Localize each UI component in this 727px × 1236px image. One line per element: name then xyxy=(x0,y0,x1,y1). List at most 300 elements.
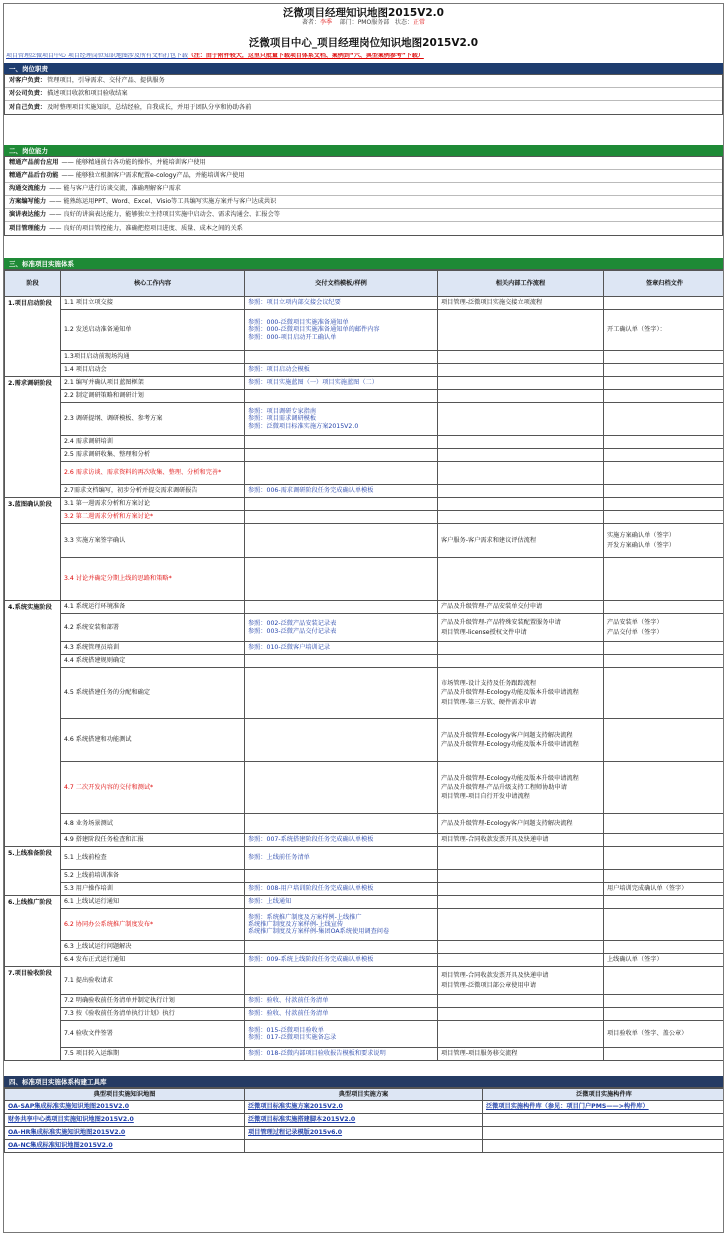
toolkit-row xyxy=(5,1114,725,1127)
responsibility-list xyxy=(4,75,723,115)
table-row xyxy=(5,967,725,995)
sign-cell xyxy=(604,909,725,941)
doc-cell xyxy=(245,403,438,436)
flow-cell xyxy=(438,1008,604,1021)
table-row xyxy=(5,310,725,351)
toolkit-link[interactable] xyxy=(483,1114,725,1127)
flow-cell xyxy=(438,601,604,614)
toolkit-link[interactable]: 项目管理过程记录模版2015v6.0 xyxy=(245,1127,483,1140)
doc-item[interactable]: 参照：项目调研专家指南 xyxy=(248,408,317,416)
table-row xyxy=(5,896,725,909)
col-sign: 签章归档文件 xyxy=(604,271,725,297)
sign-item: 用户培训完成确认单（签字） xyxy=(607,885,688,893)
doc-cell xyxy=(245,814,438,834)
download-note[interactable]: （注：由于附件较大，这里只批量下载项目体系文档、案例到“六、典型案例参考”下载） xyxy=(187,53,424,59)
status-value: 正常 xyxy=(412,19,425,26)
task-cell: 6.3 上线试运行问题解决 xyxy=(61,941,245,954)
sign-cell xyxy=(604,883,725,896)
flow-cell xyxy=(438,883,604,896)
flow-item: 项目管理-项目服务移交流程 xyxy=(441,1050,518,1058)
sign-cell xyxy=(604,870,725,883)
doc-cell xyxy=(245,310,438,351)
flow-cell xyxy=(438,995,604,1008)
table-row xyxy=(5,834,725,847)
flow-item: 项目管理-第三方软、硬件需求申请 xyxy=(441,698,537,706)
row-label: 沟通交流能力 xyxy=(9,185,47,193)
sign-item: 上线确认单（签字） xyxy=(607,956,663,964)
task-cell: 2.3 调研提纲、调研模板、参考方案 xyxy=(61,403,245,436)
toolkit-table xyxy=(4,1088,724,1153)
flow-cell xyxy=(438,403,604,436)
doc-item[interactable]: 系统推广制度及方案样例-上线宣传 xyxy=(248,920,344,928)
doc-cell xyxy=(245,1008,438,1021)
doc-cell xyxy=(245,485,438,498)
row-label: 演讲表达能力 xyxy=(9,211,47,219)
flow-cell xyxy=(438,364,604,377)
sign-cell xyxy=(604,762,725,814)
doc-cell xyxy=(245,847,438,870)
phase-cell: 7.项目验收阶段 xyxy=(5,967,61,1061)
doc-cell xyxy=(245,558,438,601)
table-row xyxy=(5,364,725,377)
doc-cell xyxy=(245,436,438,449)
table-row xyxy=(5,995,725,1008)
sign-cell xyxy=(604,847,725,870)
download-all-link[interactable]: 项目管理泛微项目中心 项目经理岗位知识地图涉及所有文档打包下载 xyxy=(6,53,188,59)
flow-item: 项目管理-泛微项目实施交接立项流程 xyxy=(441,299,543,307)
sign-cell xyxy=(604,403,725,436)
doc-cell xyxy=(245,954,438,967)
doc-cell xyxy=(245,1021,438,1048)
table-row xyxy=(5,351,725,364)
phase-cell: 4.系统实施阶段 xyxy=(5,601,61,847)
row-text: —— 能够独立根据客户需求配置e-cology产品，并能培训客户使用 xyxy=(61,172,245,180)
toolkit-row xyxy=(5,1140,725,1153)
doc-cell xyxy=(245,462,438,485)
flow-cell xyxy=(438,1021,604,1048)
row-label: 精通产品前台应用 xyxy=(9,159,59,167)
doc-cell xyxy=(245,390,438,403)
responsibility-row xyxy=(5,75,722,88)
row-label: 对公司负责： xyxy=(9,90,47,98)
top-title: 泛微项目经理知识地图2015V2.0 xyxy=(283,7,444,19)
toolkit-link[interactable]: OA-SAP集成标准实施知识地图2015V2.0 xyxy=(5,1101,245,1114)
dept-value: PMO服务部 xyxy=(357,19,390,26)
doc-item[interactable]: 参照：项目启动会模板 xyxy=(248,366,310,374)
doc-item[interactable]: 参照：系统推广制度及方案样例-上线推广 xyxy=(248,913,362,921)
task-cell: 4.1 系统运行环境准备 xyxy=(61,601,245,614)
doc-item[interactable]: 参照：泛微项目标准实施方案2015V2.0 xyxy=(248,422,359,430)
flow-item: 项目管理-license授权文件申请 xyxy=(441,628,527,636)
task-cell: 4.5 系统搭建任务的分配和确定 xyxy=(61,668,245,719)
table-row xyxy=(5,814,725,834)
flow-cell xyxy=(438,390,604,403)
task-cell: 6.4 发布正式运行通知 xyxy=(61,954,245,967)
sign-cell xyxy=(604,941,725,954)
table-row xyxy=(5,762,725,814)
sign-cell xyxy=(604,511,725,524)
flow-cell xyxy=(438,847,604,870)
table-row xyxy=(5,1008,725,1021)
sign-cell xyxy=(604,1048,725,1061)
sign-item: 产品安装单（签字） xyxy=(607,619,663,627)
sign-cell xyxy=(604,524,725,558)
flow-cell xyxy=(438,351,604,364)
flow-cell xyxy=(438,558,604,601)
doc-item[interactable]: 参照：项目实施蓝图（一）项目实施蓝图（二） xyxy=(248,379,378,387)
task-cell: 6.2 协同办公系统推广制度发布* xyxy=(61,909,245,941)
task-cell: 4.6 系统搭建和功能测试 xyxy=(61,719,245,762)
implementation-table xyxy=(4,270,724,1061)
table-row xyxy=(5,558,725,601)
doc-cell xyxy=(245,642,438,655)
doc-cell xyxy=(245,511,438,524)
download-notice xyxy=(4,53,723,63)
doc-item[interactable]: 参照：010-泛微客户培训记录 xyxy=(248,644,331,652)
sign-cell xyxy=(604,995,725,1008)
section-implementation-title: 三、标准项目实施体系 xyxy=(4,258,723,270)
sign-cell xyxy=(604,297,725,310)
task-cell: 3.1 第一週需求分析和方案讨论 xyxy=(61,498,245,511)
sign-cell xyxy=(604,834,725,847)
doc-cell xyxy=(245,1048,438,1061)
document-page xyxy=(3,3,724,1233)
toolkit-link[interactable] xyxy=(483,1127,725,1140)
table-row xyxy=(5,614,725,642)
col-docs: 交付文档模板/样例 xyxy=(245,271,438,297)
doc-title: 泛微项目中心_项目经理岗位知识地图2015V2.0 xyxy=(248,37,479,49)
phase-cell: 2.需求调研阶段 xyxy=(5,377,61,498)
task-cell: 2.7需求文档编写，初步分析并提交需求调研报告 xyxy=(61,485,245,498)
table-row xyxy=(5,511,725,524)
table-row xyxy=(5,297,725,310)
flow-cell xyxy=(438,485,604,498)
row-text: 管理项目，引导需求、交付产品、提供服务 xyxy=(47,77,165,85)
flow-cell xyxy=(438,310,604,351)
toolkit-link[interactable]: 财务共享中心类项目实施知识地图2015V2.0 xyxy=(5,1114,245,1127)
doc-cell xyxy=(245,762,438,814)
task-cell: 7.5 项目转入运维期 xyxy=(61,1048,245,1061)
col-component: 泛微项目实施构件库 xyxy=(483,1089,725,1101)
table-row xyxy=(5,847,725,870)
task-cell: 3.4 讨论并确定分期上线的思路和策略* xyxy=(61,558,245,601)
sign-cell xyxy=(604,449,725,462)
doc-item[interactable]: 参照：002-泛微产品安装记录表 xyxy=(248,620,337,628)
flow-item: 产品及升级管理-Ecology功能及版本升级申请流程 xyxy=(441,689,579,697)
doc-cell xyxy=(245,601,438,614)
doc-item[interactable]: 参照：007-系统搭建阶段任务完成确认单模板 xyxy=(248,836,374,844)
flow-item: 市场管理-设计支持及任务跟踪流程 xyxy=(441,680,537,688)
flow-item: 产品及升级管理-Ecology客户问题支持解决流程 xyxy=(441,819,573,827)
row-text: —— 良好的项目管控能力，准确把控项目进度、质量、成本之间的关系 xyxy=(49,224,243,232)
toolkit-link[interactable] xyxy=(245,1140,483,1153)
doc-item[interactable]: 参照：008-用户培训阶段任务完成确认单模板 xyxy=(248,885,374,893)
task-cell: 7.1 提出验收请求 xyxy=(61,967,245,995)
implementation-body xyxy=(5,297,725,1061)
ability-row xyxy=(5,196,722,209)
sign-cell xyxy=(604,814,725,834)
doc-item[interactable]: 参照：018-泛微内部项目验收报告模板和要求说明 xyxy=(248,1050,386,1058)
row-text: —— 能够精通前台各功能的操作，并能培训客户使用 xyxy=(61,159,206,167)
flow-cell xyxy=(438,668,604,719)
sign-cell xyxy=(604,601,725,614)
sign-cell xyxy=(604,485,725,498)
doc-cell xyxy=(245,896,438,909)
task-cell: 7.2 明确验收前任务清单并制定执行计划 xyxy=(61,995,245,1008)
task-cell: 2.6 需求访谈、需求资料的再次收集、整理、分析和完善* xyxy=(61,462,245,485)
table-row xyxy=(5,1021,725,1048)
task-cell: 5.1 上线前检查 xyxy=(61,847,245,870)
table-row xyxy=(5,719,725,762)
task-cell: 2.4 需求调研培训 xyxy=(61,436,245,449)
responsibility-row xyxy=(5,88,722,101)
col-flow: 相关内部工作流程 xyxy=(438,271,604,297)
row-text: 及时整理项目实施知识，总结经验，自我成长，并用于团队分享和协助各前 xyxy=(47,103,252,111)
doc-cell xyxy=(245,614,438,642)
doc-item[interactable]: 参照：015-泛微项目验收单 xyxy=(248,1026,324,1034)
doc-cell xyxy=(245,364,438,377)
sign-cell xyxy=(604,377,725,390)
flow-cell xyxy=(438,870,604,883)
sign-item: 产品交付单（签字） xyxy=(607,628,663,636)
toolkit-link[interactable]: 泛微项目标准实施方案2015V2.0 xyxy=(245,1101,483,1114)
table-row xyxy=(5,449,725,462)
doc-cell xyxy=(245,834,438,847)
flow-item: 产品及升级管理-产品特殊安装配置服务申请 xyxy=(441,619,561,627)
task-cell: 2.1 编写并确认项目蓝图框架 xyxy=(61,377,245,390)
doc-cell xyxy=(245,668,438,719)
sign-cell xyxy=(604,614,725,642)
sign-cell xyxy=(604,642,725,655)
doc-cell xyxy=(245,883,438,896)
doc-item[interactable]: 参照：006-需求调研阶段任务完成确认单模板 xyxy=(248,487,374,495)
sign-cell xyxy=(604,719,725,762)
flow-cell xyxy=(438,524,604,558)
status-label: 状态： xyxy=(394,19,413,26)
doc-cell xyxy=(245,297,438,310)
flow-cell xyxy=(438,462,604,485)
row-text: —— 能熟练运用PPT、Word、Excel、Visio等工具编写实施方案并与客户达成共识 xyxy=(49,198,277,206)
doc-item[interactable]: 系统推广制度及方案样例-集团OA系统使用调查问卷 xyxy=(248,928,390,936)
task-cell: 4.9 搭建阶段任务检查和汇报 xyxy=(61,834,245,847)
sign-cell xyxy=(604,668,725,719)
toolkit-header-row xyxy=(5,1089,725,1101)
table-row xyxy=(5,655,725,668)
doc-cell xyxy=(245,498,438,511)
col-knowledge-map: 典型项目实施知识地图 xyxy=(5,1089,245,1101)
ability-row xyxy=(5,157,722,170)
doc-item[interactable]: 参照：验收、付款前任务清单 xyxy=(248,1010,329,1018)
task-cell: 7.3 按《验收前任务清单执行计划》执行 xyxy=(61,1008,245,1021)
doc-item[interactable]: 参照：000-项目启动开工确认单 xyxy=(248,333,337,341)
sign-cell xyxy=(604,364,725,377)
flow-item: 项目管理-合同收款发票开具及快递申请 xyxy=(441,972,549,980)
flow-item: 项目管理-合同收款发票开具及快递申请 xyxy=(441,836,549,844)
sign-cell xyxy=(604,462,725,485)
table-row xyxy=(5,954,725,967)
table-row xyxy=(5,390,725,403)
table-row xyxy=(5,870,725,883)
task-cell: 4.7 二次开发内容的交付和测试* xyxy=(61,762,245,814)
toolkit-link[interactable]: 泛微项目实施构件库（参见：项目门户PMS——>构件库） xyxy=(483,1101,725,1114)
col-phase: 阶段 xyxy=(5,271,61,297)
doc-cell xyxy=(245,967,438,995)
sign-cell xyxy=(604,655,725,668)
table-row xyxy=(5,909,725,941)
doc-cell xyxy=(245,719,438,762)
flow-cell xyxy=(438,941,604,954)
flow-cell xyxy=(438,719,604,762)
task-cell: 2.2 制定调研策略和调研计划 xyxy=(61,390,245,403)
doc-item[interactable]: 参照：000-泛微项目实施准备通知单 xyxy=(248,319,349,327)
table-row xyxy=(5,498,725,511)
row-label: 精通产品后台功能 xyxy=(9,172,59,180)
toolkit-row xyxy=(5,1101,725,1114)
doc-cell xyxy=(245,449,438,462)
table-header-row xyxy=(5,271,725,297)
ability-row xyxy=(5,170,722,183)
ability-row xyxy=(5,209,722,222)
flow-cell xyxy=(438,642,604,655)
table-row xyxy=(5,436,725,449)
toolkit-row xyxy=(5,1127,725,1140)
flow-cell xyxy=(438,967,604,995)
sign-cell xyxy=(604,954,725,967)
flow-cell xyxy=(438,449,604,462)
table-row xyxy=(5,883,725,896)
section-ability-title: 二、岗位能力 xyxy=(4,145,723,157)
task-cell: 5.3 用户操作培训 xyxy=(61,883,245,896)
row-label: 方案编写能力 xyxy=(9,198,47,206)
task-cell: 6.1 上线试运行通知 xyxy=(61,896,245,909)
flow-item: 产品及升级管理-产品升级支持工程师协助申请 xyxy=(441,783,567,791)
flow-cell xyxy=(438,436,604,449)
section-responsibility-title: 一、岗位职责 xyxy=(4,63,723,75)
flow-item: 项目管理-泛微项目部公章使用申请 xyxy=(441,981,537,989)
flow-cell xyxy=(438,377,604,390)
task-cell: 2.5 需求调研收集、整理和分析 xyxy=(61,449,245,462)
task-cell: 4.8 业务场景测试 xyxy=(61,814,245,834)
row-label: 项目管理能力 xyxy=(9,224,47,232)
section-toolkit-title: 四、标准项目实施体系构建工具库 xyxy=(4,1076,723,1088)
row-label: 对自己负责： xyxy=(9,103,47,111)
task-cell: 4.2 系统安装和部署 xyxy=(61,614,245,642)
task-cell: 3.3 实施方案签字确认 xyxy=(61,524,245,558)
sign-cell xyxy=(604,896,725,909)
flow-item: 项目管理-项目自行开发申请流程 xyxy=(441,793,530,801)
flow-item: 客户服务-客户需求和建议评估流程 xyxy=(441,536,537,544)
dept-label: 部门： xyxy=(339,19,358,26)
sign-cell xyxy=(604,498,725,511)
table-row xyxy=(5,642,725,655)
sign-item: 项目验收单（签字、盖公章） xyxy=(607,1030,688,1038)
flow-item: 产品及升级管理-Ecology功能及版本升级申请流程 xyxy=(441,741,579,748)
table-row xyxy=(5,485,725,498)
doc-item[interactable]: 参照：003-泛微产品交付记录表 xyxy=(248,627,337,635)
doc-item[interactable]: 参照：项目需求调研模板 xyxy=(248,415,317,423)
table-row xyxy=(5,941,725,954)
doc-cell xyxy=(245,995,438,1008)
table-row xyxy=(5,668,725,719)
flow-item: 产品及升级管理-产品安装单交付申请 xyxy=(441,603,543,611)
flow-cell xyxy=(438,814,604,834)
sign-item: 开发方案确认单（签字） xyxy=(607,541,676,549)
toolkit-link[interactable]: 泛微项目标准实施搭建脚本2015V2.0 xyxy=(245,1114,483,1127)
ability-row xyxy=(5,183,722,196)
task-cell: 1.3项目启动前现场沟通 xyxy=(61,351,245,364)
phase-cell: 1.项目启动阶段 xyxy=(5,297,61,377)
sign-cell xyxy=(604,558,725,601)
doc-cell xyxy=(245,351,438,364)
responsibility-row xyxy=(5,101,722,114)
row-text: —— 能与客户进行访谈交流，准确理解客户需求 xyxy=(49,185,181,193)
author-label: 著者： xyxy=(302,19,321,26)
sign-cell xyxy=(604,351,725,364)
doc-cell xyxy=(245,655,438,668)
task-cell: 7.4 验收文件签署 xyxy=(61,1021,245,1048)
phase-cell: 6.上线推广阶段 xyxy=(5,896,61,967)
sign-cell xyxy=(604,390,725,403)
flow-cell xyxy=(438,655,604,668)
doc-item[interactable]: 参照：项目立项内部交接会议纪要 xyxy=(248,299,341,307)
flow-cell xyxy=(438,1048,604,1061)
doc-item[interactable]: 参照：000-泛微项目实施准备通知单的邮件内容 xyxy=(248,326,380,334)
task-cell: 4.4 系统搭建规则确定 xyxy=(61,655,245,668)
sign-cell xyxy=(604,310,725,351)
doc-item[interactable]: 参照：上线通知 xyxy=(248,898,292,906)
sign-cell xyxy=(604,1008,725,1021)
doc-item[interactable]: 参照：017-泛微项目实施备忘录 xyxy=(248,1034,337,1041)
toolkit-link[interactable]: OA-NC集成标准知识地图2015V2.0 xyxy=(5,1140,245,1153)
sign-cell xyxy=(604,436,725,449)
flow-cell xyxy=(438,498,604,511)
doc-cell xyxy=(245,909,438,941)
table-row xyxy=(5,462,725,485)
toolkit-link[interactable] xyxy=(483,1140,725,1153)
flow-cell xyxy=(438,834,604,847)
flow-cell xyxy=(438,297,604,310)
row-label: 对客户负责： xyxy=(9,77,47,85)
phase-cell: 5.上线准备阶段 xyxy=(5,847,61,896)
flow-cell xyxy=(438,511,604,524)
flow-item: 产品及升级管理-Ecology客户问题支持解决流程 xyxy=(441,731,573,739)
flow-cell xyxy=(438,614,604,642)
sign-item: 实施方案确认单（签字） xyxy=(607,532,676,540)
flow-cell xyxy=(438,762,604,814)
doc-item[interactable]: 参照：上线前任务清单 xyxy=(248,854,310,862)
col-task: 核心工作内容 xyxy=(61,271,245,297)
table-row xyxy=(5,1048,725,1061)
task-cell: 3.2 第二週需求分析和方案讨论* xyxy=(61,511,245,524)
task-cell: 1.2 发送启动准备通知单 xyxy=(61,310,245,351)
ability-list xyxy=(4,157,723,236)
row-text: 描述项目收款和项目验收结案 xyxy=(47,90,128,98)
doc-cell xyxy=(245,377,438,390)
row-text: —— 良好的讲演表达能力，能够独立主持项目实施中启动会、需求沟通会、汇报会等 xyxy=(49,211,280,219)
doc-item[interactable]: 参照：验收、付款前任务清单 xyxy=(248,997,329,1005)
ability-row xyxy=(5,222,722,235)
doc-cell xyxy=(245,524,438,558)
doc-cell xyxy=(245,941,438,954)
toolkit-link[interactable]: OA-HR集成标准实施知识地图2015V2.0 xyxy=(5,1127,245,1140)
document-meta xyxy=(4,20,723,30)
author-value[interactable]: 李季 xyxy=(320,19,333,26)
toolkit-body xyxy=(5,1101,725,1153)
task-cell: 4.3 系统管理员培训 xyxy=(61,642,245,655)
doc-item[interactable]: 参照：009-系统上线阶段任务完成确认单模板 xyxy=(248,956,374,964)
task-cell: 1.1 项目立项交接 xyxy=(61,297,245,310)
doc-cell xyxy=(245,870,438,883)
